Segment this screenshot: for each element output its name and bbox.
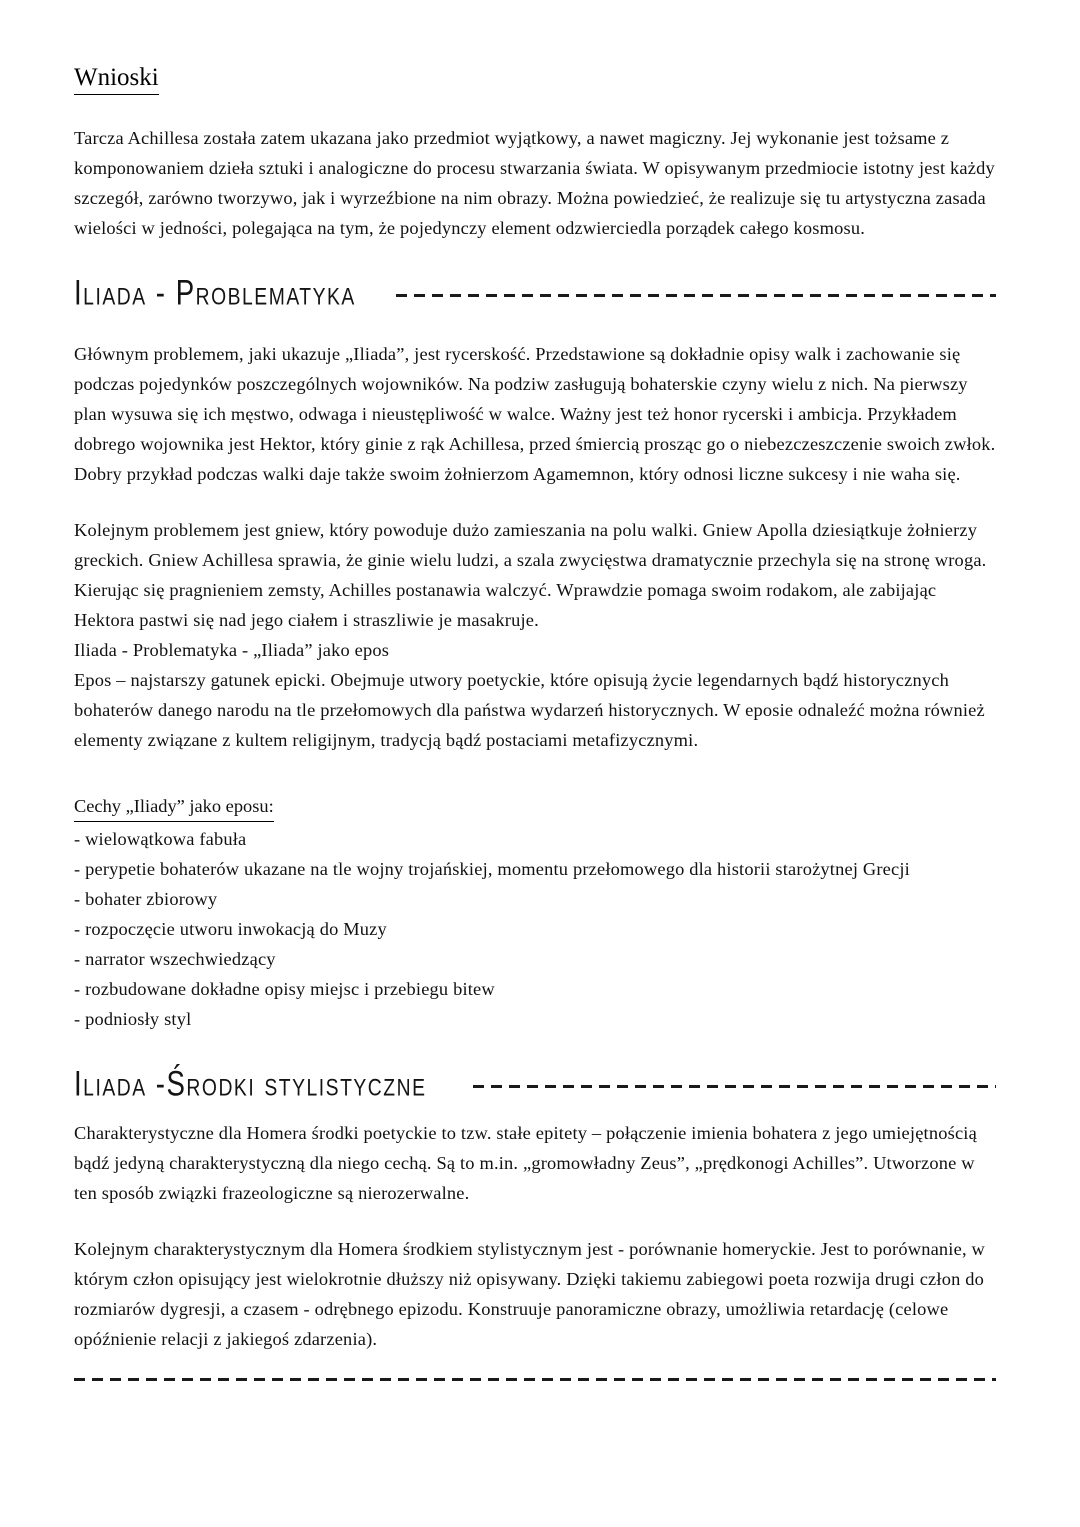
page-title: Wnioski (74, 62, 159, 95)
subheading-cechy-wrapper (74, 791, 996, 822)
dashed-rule-srodki (473, 1085, 996, 1088)
paragraph-wnioski: Tarcza Achillesa została zatem ukazana jako przedmiot wyjątkowy, a nawet magiczny. Jej wykonanie jest tożsame z komponowaniem dzieła sztuki i analogiczne do procesu stwarzania świata. W opisywanym przedmiocie istotny jest każdy szczegół, zarówno tworzywo, jak i wyrzeźbione na nim obrazy. Można powiedzieć, że realizuje się tu artystyczna zasada wielości w jedności, polegająca na tym, że pojedynczy element odzwierciedla porządek całego kosmosu. (74, 128, 995, 239)
section-heading-srodki (74, 1065, 996, 1104)
dashed-rule-bottom (74, 1378, 996, 1381)
list-item: - rozbudowane dokładne opisy miejsc i przebiegu bitew (74, 979, 495, 1000)
paragraph-srodki-1: Charakterystyczne dla Homera środki poetyckie to tzw. stałe epitety – połączenie imienia bohatera z jego umiejętnością bądź jedyną charakterystyczną dla niego cechą. Są to m.in. „gromowładny Zeus”, „prędkonogi Achilles”. Utworzone w ten sposób związki frazeologiczne są nierozerwalne. (74, 1123, 977, 1204)
list-item: - bohater zbiorowy (74, 889, 218, 910)
paragraph-problematyka-2: Dobry przykład podczas walki daje także swoim żołnierzom Agamemnon, który odnosi liczne sukcesy i nie waha się. (74, 464, 961, 485)
section-heading-srodki-label: Iliada -Środki stylistyczne (74, 1065, 427, 1104)
list-item: - rozpoczęcie utworu inwokacją do Muzy (74, 919, 387, 940)
subheading-cechy: Cechy „Iliady” jako eposu: (74, 791, 274, 822)
list-item: - wielowątkowa fabuła (74, 829, 247, 850)
list-item: - podniosły styl (74, 1009, 192, 1030)
document-content (74, 62, 996, 1381)
list-cechy-eposu (74, 824, 996, 1034)
paragraph-problematyka-1: Głównym problemem, jaki ukazuje „Iliada”, jest rycerskość. Przedstawione są dokładnie opisy walk i zachowanie się podczas pojedynków poszczególnych wojowników. Na podziw zasługują bohaterskie czyny wielu z nich. Na pierwszy plan wysuwa się ich męstwo, odwaga i nieustępliwość w walce. Ważny jest też honor rycerski i ambicja. Przykładem dobrego wojownika jest Hektor, który ginie z rąk Achillesa, przed śmiercią prosząc go o niebezczeszczenie swoich zwłok. (74, 344, 996, 455)
list-item: - narrator wszechwiedzący (74, 949, 276, 970)
spacer (74, 781, 996, 791)
paragraph-problematyka-4: Iliada - Problematyka - „Iliada” jako epos (74, 640, 390, 661)
paragraph-problematyka-3: Kolejnym problemem jest gniew, który powoduje dużo zamieszania na polu walki. Gniew Apolla dziesiątkuje żołnierzy greckich. Gniew Achillesa sprawia, że ginie wielu ludzi, a szala zwycięstwa dramatycznie przechyla się na stronę wroga. Kierując się pragnieniem zemsty, Achilles postanawia walczyć. Wprawdzie pomaga swoim rodakom, ale zabijając Hektora pastwi się nad jego ciałem i straszliwie je masakruje. (74, 520, 987, 631)
paragraph-srodki-2: Kolejnym charakterystycznym dla Homera środkiem stylistycznym jest - porównanie homeryckie. Jest to porównanie, w którym człon opisujący jest wielokrotnie dłuższy niż opisywany. Dzięki takiemu zabiegowi poeta rozwija drugi człon do rozmiarów dygresji, a czasem - odrębnego epizodu. Konstruuje panoramiczne obrazy, umożliwia retardację (celowe opóźnienie relacji z jakiegoś zdarzenia). (74, 1239, 985, 1350)
page-title-wrapper (74, 62, 996, 123)
paragraph-problematyka-5: Epos – najstarszy gatunek epicki. Obejmuje utwory poetyckie, które opisują życie legendarnych bądź historycznych bohaterów danego narodu na tle przełomowych dla państwa wydarzeń historycznych. W eposie odnaleźć można również elementy związane z kultem religijnym, tradycją bądź postaciami metafizycznymi. (74, 670, 985, 751)
dashed-rule-problematyka (396, 294, 996, 297)
section-heading-problematyka (74, 274, 996, 313)
section-heading-problematyka-label: Iliada - Problematyka (74, 274, 356, 313)
list-item: - perypetie bohaterów ukazane na tle wojny trojańskiej, momentu przełomowego dla historii starożytnej Grecji (74, 859, 910, 880)
